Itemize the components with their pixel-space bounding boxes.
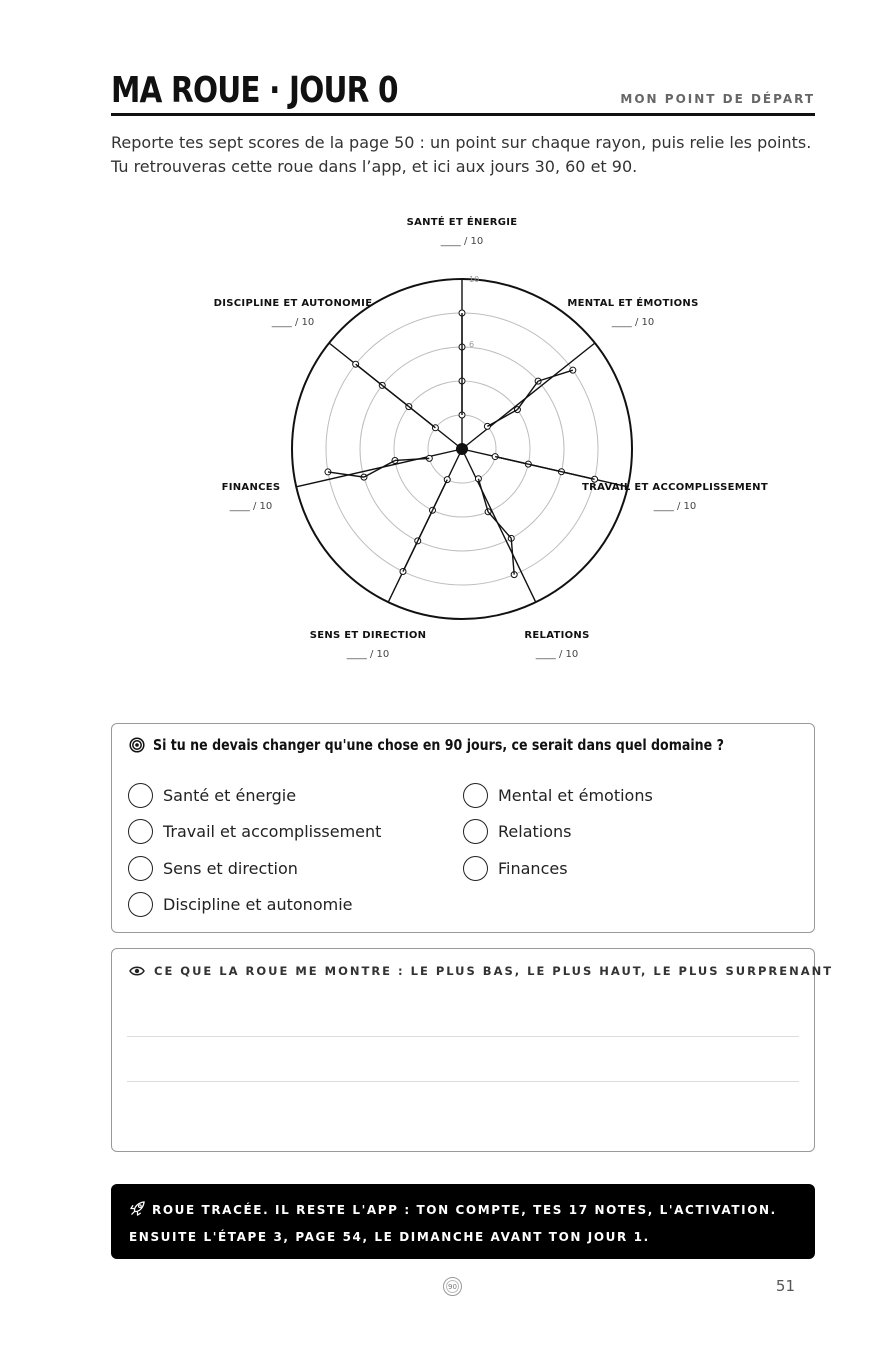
intro-line-1: Reporte tes sept scores de la page 50 : un point sur chaque rayon, puis relie les points. bbox=[111, 133, 812, 152]
wheel-spoke-segment bbox=[432, 480, 447, 511]
option-label: Santé et énergie bbox=[163, 786, 297, 805]
wheel-center-dot bbox=[456, 443, 468, 455]
wheel-spoke-segment bbox=[495, 457, 528, 465]
axis-score-blank: ____ / 10 bbox=[535, 649, 579, 660]
question-title bbox=[129, 736, 833, 754]
banner-text: ROUE TRACÉE. IL RESTE L'APP : TON COMPTE, TES 17 NOTES, L'ACTIVATION. ENSUITE L'ÉTAPE 3, PAGE 54, LE DIMANCHE AVANT TON JOUR 1. bbox=[129, 1203, 777, 1244]
radio-button[interactable] bbox=[128, 892, 153, 917]
axis-label: SANTÉ ET ÉNERGIE bbox=[406, 217, 518, 228]
wheel-spoke bbox=[296, 449, 462, 487]
wheel-spoke-segment bbox=[487, 410, 517, 427]
notes-title bbox=[129, 964, 833, 978]
ring-label-10: 10 bbox=[469, 275, 480, 284]
option-travail[interactable] bbox=[128, 819, 381, 844]
next-step-banner bbox=[111, 1184, 815, 1259]
rocket-icon bbox=[129, 1200, 146, 1217]
radio-button[interactable] bbox=[128, 783, 153, 808]
target-icon bbox=[129, 737, 145, 753]
option-sens[interactable] bbox=[128, 856, 298, 881]
axis-score-blank: ____ / 10 bbox=[271, 317, 315, 328]
ring-label-6: 6 bbox=[469, 340, 475, 349]
reflection-notes-card bbox=[111, 948, 834, 1152]
notes-title-text: CE QUE LA ROUE ME MONTRE : LE PLUS BAS, LE PLUS HAUT, LE PLUS SURPRENANT bbox=[154, 964, 834, 978]
axis-label: SENS ET DIRECTION bbox=[309, 630, 427, 641]
wheel-spoke-segment bbox=[478, 479, 488, 512]
wheel-spoke-segment bbox=[528, 464, 561, 472]
wheel-spoke-segment bbox=[517, 381, 538, 409]
radio-button[interactable] bbox=[463, 856, 488, 881]
option-sante[interactable] bbox=[128, 783, 296, 808]
writing-line[interactable] bbox=[127, 1036, 799, 1037]
axis-label: TRAVAIL ET ACCOMPLISSEMENT bbox=[582, 482, 768, 493]
page-subtitle: MON POINT DE DÉPART bbox=[620, 92, 815, 106]
badge-label: 90 bbox=[448, 1282, 457, 1291]
page-title: MA ROUE · JOUR 0 bbox=[111, 70, 398, 111]
option-finances[interactable] bbox=[463, 856, 568, 881]
option-label: Relations bbox=[498, 822, 572, 841]
radio-button[interactable] bbox=[128, 856, 153, 881]
wheel-spoke-segment bbox=[488, 512, 511, 539]
axis-label: RELATIONS bbox=[524, 630, 590, 641]
wheel-spoke-segment bbox=[409, 407, 436, 428]
writing-line[interactable] bbox=[127, 1081, 799, 1082]
wheel-spoke-segment bbox=[561, 472, 594, 480]
wheel-spoke-segment bbox=[418, 510, 433, 541]
axis-score-blank: ____ / 10 bbox=[440, 236, 484, 247]
axis-label: MENTAL ET ÉMOTIONS bbox=[567, 298, 699, 309]
eye-icon bbox=[129, 965, 145, 977]
axis-score-blank: ____ / 10 bbox=[229, 501, 273, 512]
wheel-spoke-segment bbox=[382, 385, 409, 406]
page-number: 51 bbox=[775, 1277, 795, 1295]
wheel-spoke bbox=[462, 449, 536, 602]
axis-score-blank: ____ / 10 bbox=[653, 501, 697, 512]
radio-button[interactable] bbox=[463, 819, 488, 844]
option-mental[interactable] bbox=[463, 783, 653, 808]
option-discipline[interactable] bbox=[128, 892, 352, 917]
question-text: Si tu ne devais changer qu'une chose en 90 jours, ce serait dans quel domaine ? bbox=[153, 736, 724, 754]
wheel-spoke-segment bbox=[538, 370, 573, 381]
wheel-spoke-segment bbox=[356, 364, 383, 385]
priority-question-card bbox=[111, 723, 815, 933]
option-label: Finances bbox=[498, 859, 568, 878]
option-label: Mental et émotions bbox=[498, 786, 653, 805]
intro-line-2: Tu retrouveras cette roue dans l’app, et ici aux jours 30, 60 et 90. bbox=[111, 157, 638, 176]
wheel-spoke-segment bbox=[403, 541, 418, 572]
option-label: Sens et direction bbox=[163, 859, 298, 878]
radio-button[interactable] bbox=[128, 819, 153, 844]
axis-score-blank: ____ / 10 bbox=[611, 317, 655, 328]
axis-score-blank: ____ / 10 bbox=[346, 649, 390, 660]
radio-button[interactable] bbox=[463, 783, 488, 808]
axis-label: FINANCES bbox=[221, 482, 281, 493]
program-badge bbox=[443, 1277, 462, 1296]
wheel-spoke-segment bbox=[364, 460, 395, 477]
axis-label: DISCIPLINE ET AUTONOMIE bbox=[213, 298, 373, 309]
option-label: Travail et accomplissement bbox=[163, 822, 382, 841]
option-label: Discipline et autonomie bbox=[163, 895, 353, 914]
option-relations[interactable] bbox=[463, 819, 571, 844]
